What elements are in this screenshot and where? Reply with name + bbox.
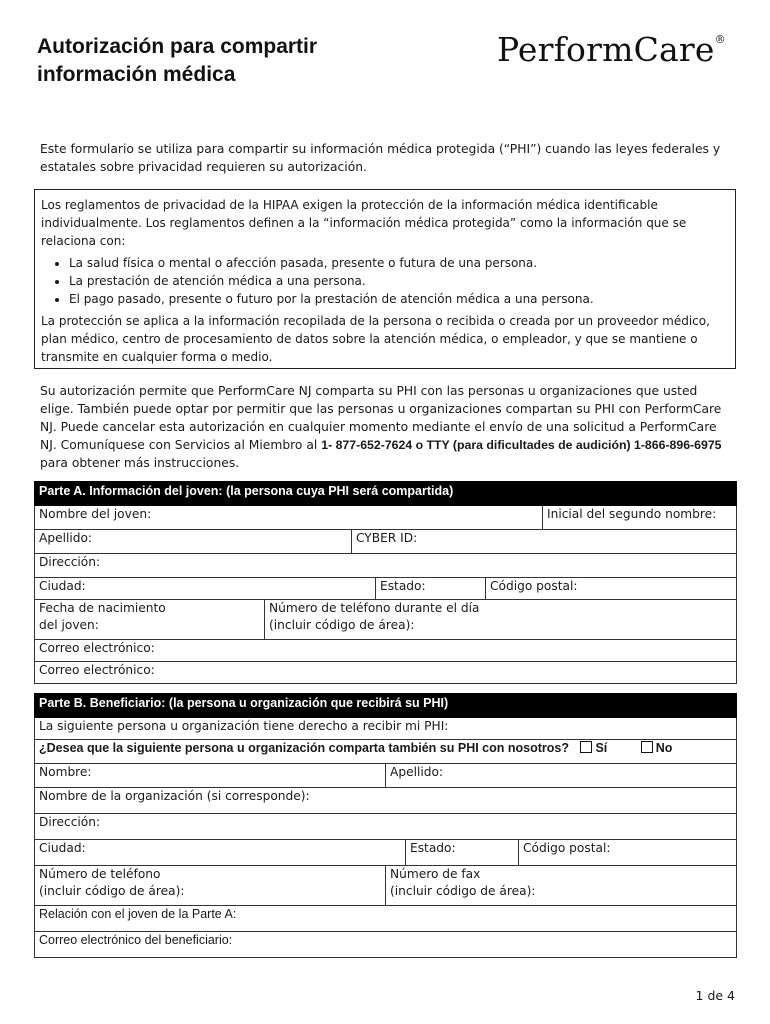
hipaa-info-box	[34, 189, 736, 369]
logo-text: PerformCare	[497, 30, 715, 69]
page-title	[37, 33, 317, 89]
organization-name-field[interactable]: Nombre de la organización (si corresponde):	[35, 788, 737, 814]
registered-mark: ®	[714, 33, 726, 46]
youth-zip-field[interactable]: Código postal:	[486, 578, 737, 600]
day-phone-label-2: (incluir código de área):	[269, 618, 415, 632]
relation-to-youth-field[interactable]: Relación con el joven de la Parte A:	[35, 906, 737, 932]
no-checkbox[interactable]	[641, 741, 673, 755]
youth-email-field[interactable]: Correo electrónico:	[35, 640, 737, 662]
authorization-paragraph	[40, 382, 730, 472]
middle-initial-field[interactable]: Inicial del segundo nombre:	[543, 506, 737, 530]
authorization-text-end: para obtener más instrucciones.	[40, 456, 240, 470]
cyber-id-field[interactable]: CYBER ID:	[352, 530, 737, 554]
checkbox-square-icon	[641, 741, 653, 753]
youth-email-field-2[interactable]: Correo electrónico:	[35, 662, 737, 684]
dob-label-2: del joven:	[39, 618, 99, 632]
youth-name-field[interactable]: Nombre del joven:	[35, 506, 543, 530]
recipient-fax-field[interactable]	[386, 866, 737, 906]
hipaa-paragraph-2: La protección se aplica a la información recopilada de la persona o recibida o creada por un proveedor médico, plan médico, centro de procesamiento de datos sobre la atención médica, o empleador, y que se mantiene o transmite en cualquier forma o medio.	[41, 314, 710, 364]
title-line-2: información médica	[37, 63, 236, 86]
recipient-city-field[interactable]: Ciudad:	[35, 840, 406, 866]
phone-label-2: (incluir código de área):	[39, 884, 185, 898]
performcare-logo	[497, 30, 726, 69]
recipient-address-field[interactable]: Dirección:	[35, 814, 737, 840]
intro-paragraph: Este formulario se utiliza para compartir su información médica protegida (“PHI”) cuando las leyes federales y estatales sobre privacidad requieren su autorización.	[40, 142, 721, 174]
recipient-state-field[interactable]: Estado:	[406, 840, 519, 866]
authorization-text: Su autorización permite que PerformCare NJ comparta su PHI con las personas u organizaciones que usted elige. También puede optar por permitir que las personas u organizaciones compartan su PHI con PerformCare NJ. Puede cancelar esta autorización en cualquier momento mediante el envío de una solicitud a PerformCare NJ. Comuníquese con Servicios al Miembro al	[40, 384, 722, 452]
share-back-question-row	[35, 740, 737, 764]
youth-dob-field[interactable]	[35, 600, 265, 640]
phone-label: Número de teléfono	[39, 867, 161, 881]
page-number: 1 de 4	[695, 988, 735, 1003]
phi-bullet-list	[41, 254, 729, 308]
recipient-email-field[interactable]: Correo electrónico del beneficiario:	[35, 932, 737, 958]
recipient-zip-field[interactable]: Código postal:	[519, 840, 737, 866]
fax-label: Número de fax	[390, 867, 481, 881]
yes-checkbox[interactable]	[580, 741, 607, 755]
hipaa-paragraph-1: Los reglamentos de privacidad de la HIPAA exigen la protección de la información médica identificable individualmente. Los reglamentos definen a la “información médica protegida” como la información que se relaciona con:	[41, 198, 687, 248]
dob-label: Fecha de nacimiento	[39, 601, 166, 615]
youth-city-field[interactable]: Ciudad:	[35, 578, 376, 600]
bullet-item: • El pago pasado, presente o futuro por la prestación de atención médica a una persona.	[69, 290, 729, 308]
checkbox-square-icon	[580, 741, 592, 753]
part-b-header: Parte B. Beneficiario: (la persona u organización que recibirá su PHI)	[35, 694, 737, 718]
part-a-header: Parte A. Información del joven: (la persona cuya PHI será compartida)	[35, 482, 737, 506]
recipient-last-name-field[interactable]: Apellido:	[386, 764, 737, 788]
member-services-phone: 1- 877-652-7624 o TTY (para dificultades de audición) 1-866-896-6975	[321, 438, 722, 452]
youth-day-phone-field[interactable]	[265, 600, 737, 640]
youth-address-field[interactable]: Dirección:	[35, 554, 737, 578]
yes-label: Sí	[595, 741, 608, 755]
recipient-first-name-field[interactable]: Nombre:	[35, 764, 386, 788]
share-back-question: ¿Desea que la siguiente persona u organización comparta también su PHI con nosotros?	[39, 741, 569, 755]
part-a-table	[34, 481, 737, 684]
part-b-table	[34, 693, 737, 958]
bullet-item: • La prestación de atención médica a una persona.	[69, 272, 729, 290]
recipient-entitled-text: La siguiente persona u organización tiene derecho a recibir mi PHI:	[35, 718, 737, 740]
day-phone-label: Número de teléfono durante el día	[269, 601, 480, 615]
recipient-phone-field[interactable]	[35, 866, 386, 906]
bullet-item: • La salud física o mental o afección pasada, presente o futura de una persona.	[69, 254, 729, 272]
title-line-1: Autorización para compartir	[37, 35, 318, 58]
youth-state-field[interactable]: Estado:	[376, 578, 486, 600]
no-label: No	[655, 741, 673, 755]
fax-label-2: (incluir código de área):	[390, 884, 536, 898]
youth-last-name-field[interactable]: Apellido:	[35, 530, 352, 554]
